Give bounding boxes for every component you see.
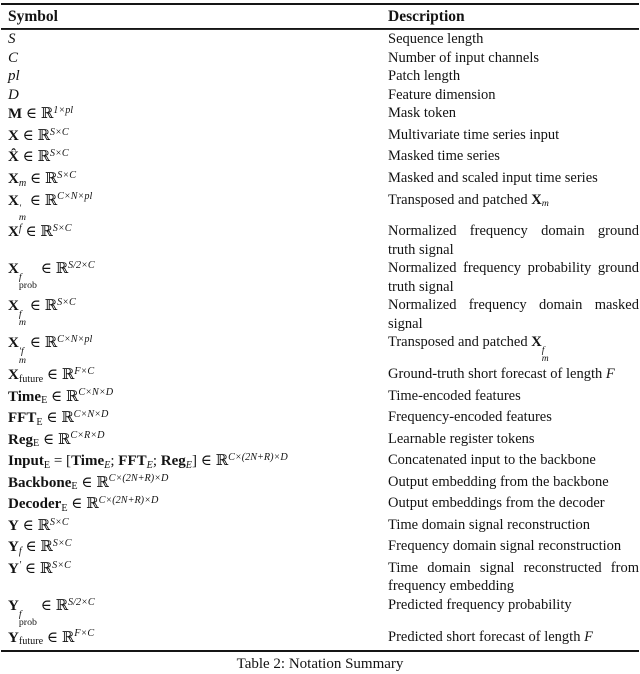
text-run: Normalized frequency probability ground truth signal <box>388 260 639 295</box>
text-run: ′ <box>18 559 22 571</box>
blackboard-R-symbol: ℝ <box>37 125 50 144</box>
blackboard-R-symbol: ℝ <box>96 472 109 491</box>
text-run: S×C <box>49 516 69 528</box>
table-row <box>1 67 639 86</box>
text-run: Time domain signal reconstructed from frequency embedding <box>388 559 639 595</box>
text-run: X <box>8 192 19 209</box>
description-cell <box>388 104 639 123</box>
text-run: S×C <box>57 297 76 309</box>
sup-sub-stack: f prob <box>18 608 37 629</box>
text-run: Y <box>8 539 19 556</box>
blackboard-R-symbol: ℝ <box>37 515 50 534</box>
description-cell <box>388 516 639 535</box>
description-cell <box>388 473 639 492</box>
sup-sub-stack: f prob <box>18 271 37 292</box>
text-run: Feature dimension <box>388 86 496 103</box>
table-row <box>1 628 639 650</box>
symbol-cell <box>1 147 388 169</box>
column-header-symbol: Symbol <box>8 8 58 25</box>
text-run: ∈ <box>36 597 56 614</box>
text-run: M <box>8 106 23 123</box>
symbol-cell <box>1 49 388 68</box>
text-run: E <box>104 459 111 471</box>
text-run: Learnable register tokens <box>388 430 535 447</box>
table-row <box>1 296 639 333</box>
text-run: ∈ <box>77 474 97 491</box>
text-run: Input <box>8 453 44 470</box>
text-run: X <box>8 261 19 278</box>
text-run: Mask token <box>388 105 457 122</box>
text-run: S/2×C <box>68 259 95 271</box>
description-cell <box>388 430 639 449</box>
text-run: 1×pl <box>53 105 74 117</box>
text-run: ∈ <box>36 261 56 278</box>
text-run: ∈ <box>47 388 66 405</box>
text-run: F <box>584 628 593 645</box>
blackboard-R-symbol: ℝ <box>57 429 71 448</box>
symbol-cell <box>1 259 388 291</box>
symbol-cell <box>1 67 388 86</box>
symbol-cell <box>1 169 388 191</box>
text-run: S×C <box>52 222 72 234</box>
text-run: ∈ <box>25 192 45 209</box>
text-run: X <box>8 335 19 352</box>
description-cell <box>388 169 639 188</box>
table-row <box>1 365 639 387</box>
symbol-cell <box>1 387 388 409</box>
text-run: ∈ <box>21 560 40 577</box>
text-run: ∈ <box>21 224 41 241</box>
text-run: Normalized frequency domain masked signal <box>388 297 639 332</box>
description-cell <box>388 126 639 145</box>
symbol-cell <box>1 628 388 650</box>
sup-sub-stack: f m <box>541 344 549 365</box>
table-row <box>1 222 639 259</box>
table-row <box>1 169 639 191</box>
text-run: S×C <box>49 126 69 138</box>
text-run: X <box>531 334 542 351</box>
description-cell <box>388 408 639 427</box>
symbol-cell <box>1 516 388 538</box>
text-run: F×C <box>74 628 95 640</box>
text-run: X <box>8 298 19 315</box>
text-run: Time domain signal reconstruction <box>388 516 591 533</box>
text-run: Y <box>8 597 19 614</box>
text-run: X <box>8 127 19 144</box>
text-run: future <box>18 373 44 385</box>
description-cell <box>388 296 639 333</box>
blackboard-R-symbol: ℝ <box>61 408 74 427</box>
symbol-cell <box>1 296 388 328</box>
text-run: S/2×C <box>68 596 95 608</box>
symbol-cell <box>1 104 388 126</box>
text-run: C×N×pl <box>57 191 93 203</box>
table-row <box>1 559 639 596</box>
text-run: Normalized frequency domain ground truth signal <box>388 223 639 258</box>
symbol-cell <box>1 537 388 559</box>
description-cell <box>388 387 639 406</box>
description-cell <box>388 628 639 647</box>
text-run: C×N×D <box>73 408 109 420</box>
text-run: Y <box>8 517 19 534</box>
text-run: Concatenated input to the backbone <box>388 452 596 469</box>
table-row <box>1 494 639 516</box>
table-row <box>1 537 639 559</box>
symbol-cell <box>1 126 388 148</box>
text-run: Output embedding from the backbone <box>388 473 609 490</box>
text-run: ; <box>152 453 161 470</box>
description-cell <box>388 537 639 556</box>
text-run: Multivariate time series input <box>388 126 560 143</box>
text-run: E <box>61 503 68 514</box>
text-run: Output embeddings from the decoder <box>388 495 605 512</box>
text-run: ∈ <box>22 106 41 123</box>
description-cell <box>388 191 639 212</box>
blackboard-R-symbol: ℝ <box>40 104 54 123</box>
text-run: ; <box>110 453 119 470</box>
blackboard-R-symbol: ℝ <box>39 558 53 577</box>
table-row <box>1 333 639 365</box>
text-run: ∈ <box>25 335 45 352</box>
text-run: ∈ <box>43 629 62 646</box>
text-run: S×C <box>52 559 71 571</box>
text-run: F×C <box>74 365 95 377</box>
text-run: Backbone <box>8 474 72 491</box>
bottom-rule <box>1 650 639 652</box>
blackboard-R-symbol: ℝ <box>61 364 75 383</box>
text-run: X̂ <box>8 149 19 166</box>
text-run: X <box>8 224 19 241</box>
sup-sub-stack: ′ m <box>18 203 26 223</box>
text-run: ∈ <box>18 517 38 534</box>
description-cell <box>388 559 639 596</box>
symbol-cell <box>1 86 388 105</box>
table-header-row <box>1 5 639 27</box>
text-run: Predicted frequency probability <box>388 596 572 613</box>
text-run: Frequency domain signal reconstruction <box>388 538 622 555</box>
text-run: m <box>18 177 27 189</box>
text-run: Y <box>8 560 19 577</box>
text-run: Time <box>8 388 42 405</box>
text-run: ∈ <box>18 149 38 166</box>
table-row <box>1 191 639 223</box>
text-run: Time-encoded features <box>388 387 521 404</box>
text-run: C×N×pl <box>57 334 93 346</box>
table-body <box>1 30 639 649</box>
text-run: S <box>8 31 16 48</box>
text-run: Reg <box>8 431 33 448</box>
symbol-cell <box>1 365 388 387</box>
table-row <box>1 430 639 452</box>
text-run: Sequence length <box>388 31 484 48</box>
text-run: C×(2N+R)×D <box>98 494 159 506</box>
blackboard-R-symbol: ℝ <box>37 147 50 166</box>
table-row <box>1 408 639 430</box>
symbol-cell <box>1 596 388 628</box>
description-cell <box>388 30 639 49</box>
text-run: E <box>33 438 40 450</box>
blackboard-R-symbol: ℝ <box>44 333 58 352</box>
description-cell <box>388 596 639 615</box>
text-run: X <box>8 171 19 188</box>
text-run: D <box>8 86 19 103</box>
text-run: Predicted short forecast of length <box>388 628 585 645</box>
sup-sub-stack: ′f m <box>18 346 26 366</box>
text-run: Y <box>8 629 19 646</box>
text-run: E <box>185 459 193 471</box>
text-run: S×C <box>49 148 69 160</box>
blackboard-R-symbol: ℝ <box>61 627 75 646</box>
text-run: ∈ <box>26 171 45 188</box>
table-row <box>1 104 639 126</box>
description-cell <box>388 86 639 105</box>
table-row <box>1 126 639 148</box>
symbol-cell <box>1 191 388 223</box>
notation-table <box>1 3 639 674</box>
text-run: E <box>36 416 43 428</box>
description-cell <box>388 365 639 384</box>
description-cell <box>388 259 639 296</box>
text-run: F <box>605 365 615 382</box>
text-run: ∈ <box>21 539 41 556</box>
text-run: f <box>18 222 22 234</box>
blackboard-R-symbol: ℝ <box>65 386 79 405</box>
description-cell <box>388 451 639 470</box>
text-run: pl <box>8 68 20 85</box>
symbol-cell <box>1 559 388 581</box>
text-run: Reg <box>160 453 186 470</box>
text-run: C×N×D <box>78 387 114 399</box>
text-run: future <box>18 636 44 648</box>
symbol-cell <box>1 333 388 365</box>
description-cell <box>388 67 639 86</box>
symbol-cell <box>1 494 388 516</box>
blackboard-R-symbol: ℝ <box>55 595 69 614</box>
text-run: E <box>71 481 78 493</box>
text-run: Time <box>71 453 105 470</box>
symbol-cell <box>1 473 388 495</box>
text-run: Number of input channels <box>388 49 540 66</box>
text-run: ∈ <box>42 410 62 427</box>
blackboard-R-symbol: ℝ <box>44 190 58 209</box>
table-row <box>1 30 639 49</box>
description-cell <box>388 147 639 166</box>
text-run: C×(2N+R)×D <box>108 473 169 485</box>
text-run: Decoder <box>8 496 62 513</box>
text-run: Frequency-encoded features <box>388 409 552 426</box>
blackboard-R-symbol: ℝ <box>86 494 99 513</box>
blackboard-R-symbol: ℝ <box>55 259 69 278</box>
text-run: S×C <box>52 538 72 550</box>
blackboard-R-symbol: ℝ <box>40 537 53 556</box>
symbol-cell <box>1 222 388 244</box>
text-run: X <box>531 191 542 208</box>
blackboard-R-symbol: ℝ <box>40 222 53 241</box>
table-row <box>1 451 639 473</box>
text-run: ] ∈ <box>192 453 216 470</box>
text-run: C×R×D <box>70 430 105 442</box>
text-run: m <box>541 198 549 210</box>
description-cell <box>388 333 639 363</box>
text-run: Ground-truth short forecast of length <box>388 365 606 382</box>
table-caption: Table 2: Notation Summary <box>236 656 404 673</box>
text-run: ∈ <box>43 366 62 383</box>
description-cell <box>388 49 639 68</box>
symbol-cell <box>1 430 388 452</box>
table-row <box>1 49 639 68</box>
text-run: X <box>8 366 19 383</box>
text-run: E <box>146 459 153 471</box>
table-row <box>1 387 639 409</box>
text-run: E <box>43 459 51 471</box>
sup-sub-stack: f m <box>18 309 26 329</box>
table-row <box>1 596 639 628</box>
text-run: FFT <box>118 453 147 470</box>
table-row <box>1 516 639 538</box>
text-run: C×(2N+R)×D <box>228 451 288 463</box>
text-run: ∈ <box>39 431 58 448</box>
text-run: ∈ <box>67 496 87 513</box>
table-row <box>1 86 639 105</box>
text-run: C <box>8 49 19 66</box>
text-run: Masked and scaled input time series <box>388 170 598 187</box>
text-run: f <box>18 546 22 558</box>
text-run: = [ <box>50 453 72 470</box>
table-row <box>1 473 639 495</box>
text-run: Transposed and patched <box>388 191 532 208</box>
blackboard-R-symbol: ℝ <box>44 296 58 315</box>
text-run: S×C <box>57 169 77 181</box>
text-run: ∈ <box>18 127 38 144</box>
text-run: Transposed and patched <box>388 334 532 351</box>
symbol-cell <box>1 408 388 430</box>
text-run: FFT <box>8 410 37 427</box>
blackboard-R-symbol: ℝ <box>44 169 58 188</box>
symbol-cell <box>1 451 388 473</box>
blackboard-R-symbol: ℝ <box>215 451 229 470</box>
table-row <box>1 259 639 296</box>
description-cell <box>388 222 639 259</box>
symbol-cell <box>1 30 388 49</box>
text-run: E <box>41 395 48 407</box>
text-run: Patch length <box>388 68 461 85</box>
column-header-description: Description <box>388 8 465 25</box>
text-run: ∈ <box>25 298 45 315</box>
text-run: Masked time series <box>388 148 500 165</box>
description-cell <box>388 494 639 513</box>
table-row <box>1 147 639 169</box>
